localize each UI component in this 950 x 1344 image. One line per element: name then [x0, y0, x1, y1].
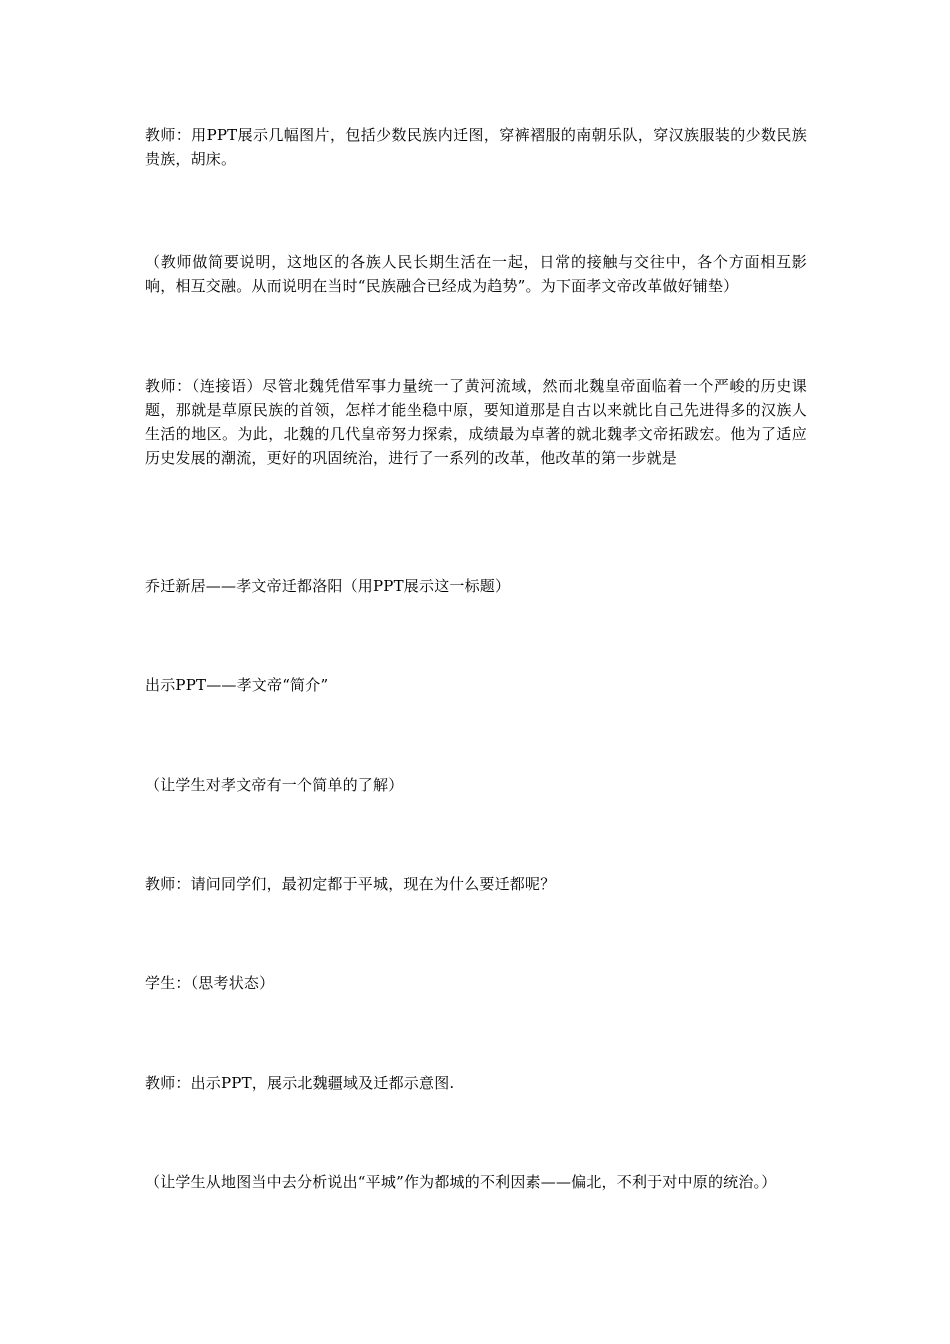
paragraph-ppt-introduction: 出示PPT——孝文帝“简介”	[145, 676, 329, 694]
paragraph-student-understanding: （让学生对孝文帝有一个简单的了解）	[145, 776, 404, 794]
paragraph-teacher-ppt-images: 教师：用PPT展示几幅图片，包括少数民族内迁图，穿裤褶服的南朝乐队，穿汉族服装的少数民族贵族，胡床。	[145, 126, 807, 168]
paragraph-teacher-map: 教师：出示PPT，展示北魏疆域及迁都示意图.	[145, 1074, 455, 1092]
paragraph-student-thinking: 学生：（思考状态）	[145, 974, 275, 992]
paragraph-teacher-question: 教师：请问同学们，最初定都于平城，现在为什么要迁都呢？	[145, 875, 556, 893]
paragraph-section-title-relocation: 乔迁新居——孝文帝迁都洛阳（用PPT展示这一标题）	[145, 577, 511, 595]
paragraph-teacher-transition: 教师：（连接语）尽管北魏凭借军事力量统一了黄河流域，然而北魏皇帝面临着一个严峻的历史课题，那就是草原民族的首领，怎样才能坐稳中原，要知道那是自古以来就比自己先进得多的汉族人生活的地区。为此，北魏的几代皇帝努力探索，成绩最为卓著的就北魏孝文帝拓跋宏。他为了适应历史发展的潮流，更好的巩固统治，进行了一系列的改革，他改革的第一步就是	[145, 377, 807, 467]
paragraph-teacher-explanation: （教师做简要说明，这地区的各族人民长期生活在一起，日常的接触与交往中，各个方面相互影响，相互交融。从而说明在当时“民族融合已经成为趋势”。为下面孝文帝改革做好铺垫）	[145, 253, 807, 295]
paragraph-student-map-analysis: （让学生从地图当中去分析说出“平城”作为都城的不利因素——偏北，不利于对中原的统治。）	[145, 1173, 777, 1191]
